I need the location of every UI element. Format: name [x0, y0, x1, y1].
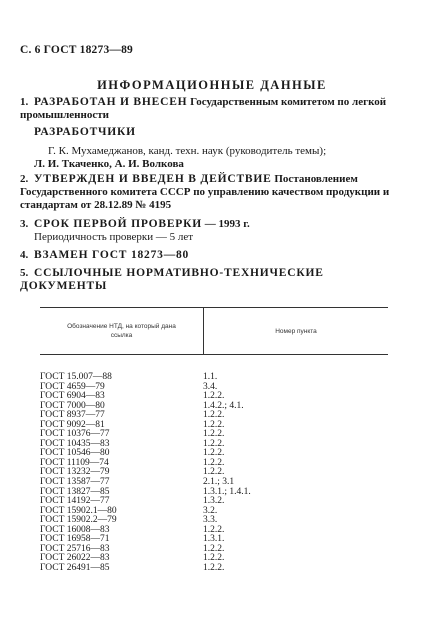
clause-number: 1.3.2.: [203, 496, 225, 507]
section-2-text: Постановлением Государственного комитета СССР по управлению качеством продукции и стандартам от 28.12.89 № 4195: [20, 173, 390, 211]
section-1: [20, 96, 395, 122]
ntd-designation: ГОСТ 15.007—88: [40, 372, 112, 382]
table-header-designation: Обозначение НТД, на который дана ссылка: [40, 308, 204, 354]
page-header: С. 6 ГОСТ 18273—89: [20, 44, 133, 56]
ntd-designation: ГОСТ 9092—81: [40, 419, 105, 430]
clause-number: 3.3.: [203, 515, 218, 526]
ntd-designation: ГОСТ 26491—85: [40, 562, 110, 573]
clause-number: 3.4.: [203, 381, 218, 392]
clause-number: 1.2.2.: [203, 543, 225, 554]
clause-number: 1.2.2.: [203, 391, 225, 402]
clause-number: 1.2.2.: [203, 562, 225, 573]
reference-table: [40, 307, 388, 573]
ntd-designation: ГОСТ 10546—80: [40, 448, 110, 459]
ntd-designation: ГОСТ 15902.2—79: [40, 515, 117, 526]
ntd-designation: ГОСТ 6904—83: [40, 391, 105, 402]
section-2: [20, 173, 395, 212]
section-1-number: 1.: [20, 96, 29, 108]
ntd-designation: ГОСТ 14192—77: [40, 496, 110, 507]
developers-line-1: Г. К. Мухамеджанов, канд. техн. наук (руководитель темы);: [48, 145, 327, 157]
ntd-designation: ГОСТ 25716—83: [40, 543, 110, 554]
section-3-heading: СРОК ПЕРВОЙ ПРОВЕРКИ: [34, 218, 202, 230]
clause-number: 1.3.1.: [203, 534, 225, 545]
ntd-designation: ГОСТ 7000—80: [40, 400, 105, 411]
ntd-designation: ГОСТ 10435—83: [40, 438, 110, 449]
developers-block: [20, 126, 395, 171]
ntd-designation: ГОСТ 4659—79: [40, 381, 105, 392]
section-5-number-label: 5.: [20, 267, 29, 279]
developers-line-2: Л. И. Ткаченко, А. И. Волкова: [34, 158, 184, 170]
section-1-text: Государственным комитетом по легкой промышленности: [20, 96, 387, 121]
clause-number: 1.2.2.: [203, 457, 225, 468]
clause-number: 1.2.2.: [203, 438, 225, 449]
section-2-number: 2.: [20, 173, 29, 185]
section-3-text: — 1993 г.: [202, 218, 250, 230]
ntd-designation: ГОСТ 16958—71: [40, 534, 110, 545]
table-row: [40, 564, 388, 574]
clause-number: 1.2.2.: [203, 448, 225, 459]
clause-number: 2.1.; 3.1: [203, 477, 235, 488]
ntd-designation: ГОСТ 16008—83: [40, 524, 110, 535]
section-4-number: 4.: [20, 249, 29, 261]
ntd-designation: ГОСТ 26022—83: [40, 553, 110, 564]
ntd-designation: ГОСТ 11109—74: [40, 457, 109, 468]
clause-number: 1.1.: [203, 372, 218, 382]
clause-number: 1.2.2.: [203, 410, 225, 421]
document-title: ИНФОРМАЦИОННЫЕ ДАННЫЕ: [97, 78, 327, 92]
clause-number: 1.2.2.: [203, 467, 225, 478]
clause-number: 1.3.1.; 1.4.1.: [203, 486, 251, 497]
section-5: [20, 267, 395, 293]
table-header-clause: Номер пункта: [275, 327, 317, 335]
section-3-number: 3.: [20, 218, 29, 230]
clause-number: 1.2.2.: [203, 419, 225, 430]
clause-number: 1.2.2.: [203, 524, 225, 535]
section-5-heading: ССЫЛОЧНЫЕ НОРМАТИВНО-ТЕХНИЧЕСКИЕ ДОКУМЕНТЫ: [20, 267, 324, 292]
section-1-heading: РАЗРАБОТАН И ВНЕСЕН: [34, 96, 188, 108]
clause-number: 1.4.2.; 4.1.: [203, 400, 244, 411]
ntd-designation: ГОСТ 15902.1—80: [40, 505, 117, 516]
ntd-designation: ГОСТ 8937—77: [40, 410, 105, 421]
section-3: [20, 218, 395, 244]
developers-heading: РАЗРАБОТЧИКИ: [34, 126, 136, 138]
table-body: [40, 373, 388, 573]
ntd-designation: ГОСТ 13587—77: [40, 477, 110, 488]
section-3-line-2: Периодичность проверки — 5 лет: [34, 231, 194, 243]
section-4-heading: ВЗАМЕН ГОСТ 18273—80: [34, 249, 190, 261]
ntd-designation: ГОСТ 13232—79: [40, 467, 110, 478]
section-2-heading: УТВЕРЖДЕН И ВВЕДЕН В ДЕЙСТВИЕ: [34, 173, 272, 185]
table-header: [40, 307, 388, 355]
section-4: [20, 249, 395, 262]
clause-number: 1.2.2.: [203, 429, 225, 440]
clause-number: 3.2.: [203, 505, 218, 516]
ntd-designation: ГОСТ 13827—85: [40, 486, 110, 497]
ntd-designation: ГОСТ 10376—77: [40, 429, 110, 440]
clause-number: 1.2.2.: [203, 553, 225, 564]
